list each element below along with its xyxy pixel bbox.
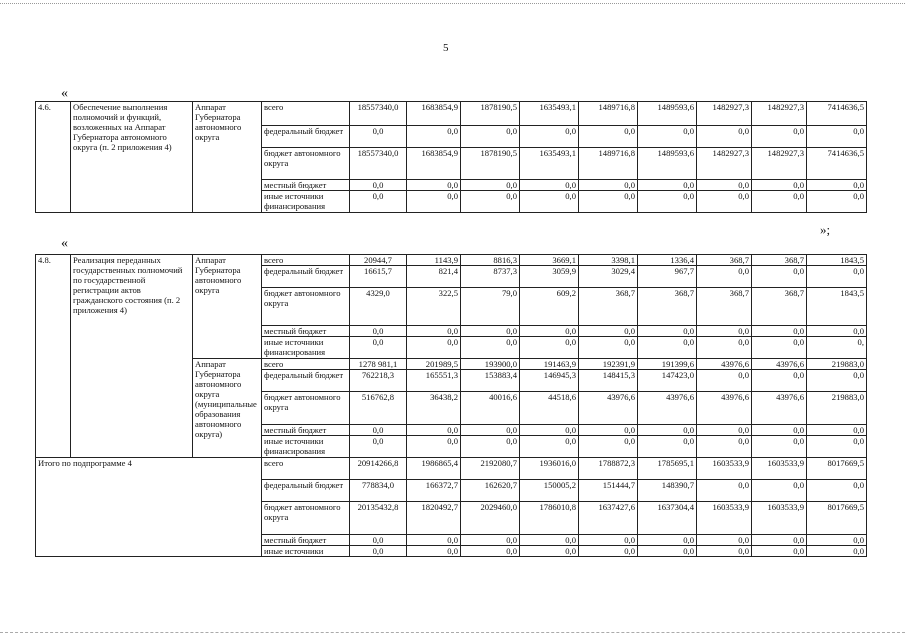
table-section-4-8 — [35, 254, 867, 557]
value-cell: 20135432,8 — [350, 502, 407, 535]
row-code: 4.8. — [36, 255, 71, 458]
value-cell: 0,0 — [461, 191, 520, 213]
value-cell: 0,0 — [697, 370, 752, 392]
value-cell: 0,0 — [807, 425, 867, 436]
value-cell: 0, — [807, 337, 867, 359]
value-cell: 0,0 — [520, 425, 579, 436]
funding-source-cell: местный бюджет — [262, 180, 350, 191]
value-cell: 0,0 — [697, 191, 752, 213]
value-cell: 192391,9 — [579, 359, 638, 370]
value-cell: 7414636,5 — [807, 102, 867, 126]
value-cell: 3398,1 — [579, 255, 638, 266]
value-cell: 0,0 — [407, 337, 461, 359]
value-cell: 1336,4 — [638, 255, 697, 266]
value-cell: 146945,3 — [520, 370, 579, 392]
value-cell: 0,0 — [461, 535, 520, 546]
value-cell: 1489593,6 — [638, 102, 697, 126]
value-cell: 368,7 — [752, 288, 807, 326]
value-cell: 0,0 — [461, 436, 520, 458]
value-cell: 0,0 — [807, 370, 867, 392]
value-cell: 368,7 — [638, 288, 697, 326]
value-cell: 3029,4 — [579, 266, 638, 288]
value-cell: 0,0 — [461, 126, 520, 148]
funding-source-cell: иные источники — [262, 546, 350, 557]
value-cell: 0,0 — [752, 180, 807, 191]
value-cell: 1482927,3 — [697, 102, 752, 126]
value-cell: 1603533,9 — [697, 458, 752, 480]
value-cell: 0,0 — [350, 546, 407, 557]
value-cell: 0,0 — [638, 191, 697, 213]
value-cell: 0,0 — [807, 180, 867, 191]
funding-source-cell: федеральный бюджет — [262, 126, 350, 148]
funding-source-cell: местный бюджет — [262, 425, 350, 436]
value-cell: 1482927,3 — [697, 148, 752, 180]
value-cell: 0,0 — [697, 535, 752, 546]
value-cell: 43976,6 — [752, 359, 807, 370]
value-cell: 1785695,1 — [638, 458, 697, 480]
value-cell: 0,0 — [697, 326, 752, 337]
table-section-4-6 — [35, 101, 867, 213]
value-cell: 191463,9 — [520, 359, 579, 370]
value-cell: 44518,6 — [520, 392, 579, 425]
value-cell: 1603533,9 — [752, 502, 807, 535]
value-cell: 0,0 — [807, 191, 867, 213]
value-cell: 0,0 — [579, 535, 638, 546]
value-cell: 1637304,4 — [638, 502, 697, 535]
value-cell: 36438,2 — [407, 392, 461, 425]
value-cell: 1878190,5 — [461, 148, 520, 180]
funding-source-cell: федеральный бюджет — [262, 266, 350, 288]
value-cell: 0,0 — [407, 546, 461, 557]
value-cell: 0,0 — [461, 180, 520, 191]
value-cell: 1820492,7 — [407, 502, 461, 535]
value-cell: 0,0 — [407, 326, 461, 337]
value-cell: 0,0 — [807, 535, 867, 546]
value-cell: 0,0 — [752, 370, 807, 392]
value-cell: 43976,6 — [697, 392, 752, 425]
funding-source-cell: всего — [262, 359, 350, 370]
value-cell: 1489593,6 — [638, 148, 697, 180]
value-cell: 0,0 — [752, 425, 807, 436]
funding-source-cell: иные источники финансирования — [262, 337, 350, 359]
value-cell: 0,0 — [579, 180, 638, 191]
value-cell: 0,0 — [807, 326, 867, 337]
value-cell: 0,0 — [638, 337, 697, 359]
value-cell: 8737,3 — [461, 266, 520, 288]
value-cell: 1788872,3 — [579, 458, 638, 480]
value-cell: 1843,5 — [807, 255, 867, 266]
value-cell: 0,0 — [407, 436, 461, 458]
scan-edge-top — [0, 3, 905, 4]
value-cell: 43976,6 — [638, 392, 697, 425]
value-cell: 0,0 — [461, 546, 520, 557]
funding-source-cell: местный бюджет — [262, 535, 350, 546]
value-cell: 0,0 — [752, 337, 807, 359]
value-cell: 151444,7 — [579, 480, 638, 502]
value-cell: 0,0 — [807, 266, 867, 288]
value-cell: 1278 981,1 — [350, 359, 407, 370]
value-cell: 0,0 — [697, 126, 752, 148]
value-cell: 0,0 — [807, 436, 867, 458]
value-cell: 0,0 — [350, 326, 407, 337]
funding-source-cell: всего — [262, 102, 350, 126]
funding-source-cell: иные источники финансирования — [262, 436, 350, 458]
value-cell: 821,4 — [407, 266, 461, 288]
value-cell: 0,0 — [407, 425, 461, 436]
row-executor: Аппарат Губернатора автономного округа (муниципальные образования автономного округа) — [193, 359, 262, 458]
value-cell: 0,0 — [520, 535, 579, 546]
value-cell: 7414636,5 — [807, 148, 867, 180]
value-cell: 40016,6 — [461, 392, 520, 425]
value-cell: 0,0 — [697, 180, 752, 191]
value-cell: 0,0 — [638, 326, 697, 337]
value-cell: 43976,6 — [752, 392, 807, 425]
value-cell: 0,0 — [520, 180, 579, 191]
value-cell: 0,0 — [407, 191, 461, 213]
value-cell: 0,0 — [638, 126, 697, 148]
open-quote-1: « — [61, 86, 68, 101]
value-cell: 201989,5 — [407, 359, 461, 370]
value-cell: 322,5 — [407, 288, 461, 326]
value-cell: 1986865,4 — [407, 458, 461, 480]
value-cell: 2192080,7 — [461, 458, 520, 480]
value-cell: 4329,0 — [350, 288, 407, 326]
scan-edge-bottom — [0, 632, 905, 633]
value-cell: 79,0 — [461, 288, 520, 326]
value-cell: 0,0 — [520, 326, 579, 337]
value-cell: 0,0 — [752, 126, 807, 148]
open-quote-2: « — [61, 236, 68, 251]
value-cell: 516762,8 — [350, 392, 407, 425]
value-cell: 1786010,8 — [520, 502, 579, 535]
value-cell: 8017669,5 — [807, 502, 867, 535]
value-cell: 1878190,5 — [461, 102, 520, 126]
value-cell: 1603533,9 — [697, 502, 752, 535]
table-row — [36, 458, 867, 480]
value-cell: 150005,2 — [520, 480, 579, 502]
funding-source-cell: бюджет автономного округа — [262, 392, 350, 425]
value-cell: 0,0 — [461, 337, 520, 359]
value-cell: 148415,3 — [579, 370, 638, 392]
value-cell: 0,0 — [752, 191, 807, 213]
value-cell: 3669,1 — [520, 255, 579, 266]
value-cell: 0,0 — [697, 436, 752, 458]
value-cell: 0,0 — [350, 425, 407, 436]
value-cell: 0,0 — [752, 480, 807, 502]
value-cell: 20944,7 — [350, 255, 407, 266]
value-cell: 0,0 — [520, 337, 579, 359]
value-cell: 0,0 — [350, 191, 407, 213]
value-cell: 0,0 — [579, 425, 638, 436]
value-cell: 0,0 — [807, 480, 867, 502]
value-cell: 0,0 — [350, 535, 407, 546]
value-cell: 147423,0 — [638, 370, 697, 392]
value-cell: 609,2 — [520, 288, 579, 326]
funding-source-cell: федеральный бюджет — [262, 370, 350, 392]
value-cell: 1482927,3 — [752, 148, 807, 180]
value-cell: 0,0 — [520, 436, 579, 458]
value-cell: 0,0 — [752, 266, 807, 288]
value-cell: 1603533,9 — [752, 458, 807, 480]
value-cell: 0,0 — [638, 436, 697, 458]
value-cell: 2029460,0 — [461, 502, 520, 535]
value-cell: 8816,3 — [461, 255, 520, 266]
value-cell: 1936016,0 — [520, 458, 579, 480]
value-cell: 762218,3 — [350, 370, 407, 392]
value-cell: 0,0 — [697, 546, 752, 557]
value-cell: 193900,0 — [461, 359, 520, 370]
value-cell: 0,0 — [579, 326, 638, 337]
page-number: 5 — [443, 42, 449, 54]
value-cell: 0,0 — [461, 425, 520, 436]
value-cell: 219883,0 — [807, 392, 867, 425]
value-cell: 0,0 — [579, 546, 638, 557]
value-cell: 0,0 — [697, 480, 752, 502]
value-cell: 368,7 — [697, 255, 752, 266]
value-cell: 778834,0 — [350, 480, 407, 502]
value-cell: 0,0 — [807, 126, 867, 148]
row-code: 4.6. — [36, 102, 71, 213]
table-row — [36, 255, 867, 266]
value-cell: 0,0 — [520, 126, 579, 148]
value-cell: 0,0 — [407, 535, 461, 546]
value-cell: 16615,7 — [350, 266, 407, 288]
value-cell: 0,0 — [638, 180, 697, 191]
funding-source-cell: всего — [262, 458, 350, 480]
value-cell: 0,0 — [407, 180, 461, 191]
value-cell: 0,0 — [807, 546, 867, 557]
total-label: Итого по подпрограмме 4 — [36, 458, 262, 557]
value-cell: 0,0 — [350, 436, 407, 458]
value-cell: 0,0 — [579, 191, 638, 213]
value-cell: 1143,9 — [407, 255, 461, 266]
value-cell: 0,0 — [638, 425, 697, 436]
value-cell: 1489716,8 — [579, 148, 638, 180]
value-cell: 0,0 — [407, 126, 461, 148]
value-cell: 1683854,9 — [407, 148, 461, 180]
value-cell: 43976,6 — [579, 392, 638, 425]
value-cell: 368,7 — [579, 288, 638, 326]
value-cell: 1635493,1 — [520, 148, 579, 180]
value-cell: 8017669,5 — [807, 458, 867, 480]
value-cell: 967,7 — [638, 266, 697, 288]
value-cell: 0,0 — [697, 337, 752, 359]
value-cell: 1635493,1 — [520, 102, 579, 126]
value-cell: 43976,6 — [697, 359, 752, 370]
value-cell: 0,0 — [350, 126, 407, 148]
value-cell: 1637427,6 — [579, 502, 638, 535]
value-cell: 3059,9 — [520, 266, 579, 288]
value-cell: 0,0 — [579, 436, 638, 458]
value-cell: 18557340,0 — [350, 148, 407, 180]
value-cell: 0,0 — [752, 535, 807, 546]
value-cell: 368,7 — [752, 255, 807, 266]
value-cell: 0,0 — [752, 546, 807, 557]
row-description: Реализация переданных государственных полномочий по государственной регистрации актов гражданского состояния (п. 2 приложения 4) — [71, 255, 193, 458]
value-cell: 0,0 — [579, 337, 638, 359]
value-cell: 0,0 — [752, 326, 807, 337]
value-cell: 0,0 — [697, 425, 752, 436]
value-cell: 153883,4 — [461, 370, 520, 392]
funding-source-cell: бюджет автономного округа — [262, 502, 350, 535]
close-quote-1: »; — [820, 222, 831, 237]
value-cell: 166372,7 — [407, 480, 461, 502]
value-cell: 18557340,0 — [350, 102, 407, 126]
funding-source-cell: федеральный бюджет — [262, 480, 350, 502]
funding-source-cell: иные источники финансирования — [262, 191, 350, 213]
value-cell: 165551,3 — [407, 370, 461, 392]
row-executor: Аппарат Губернатора автономного округа — [193, 255, 262, 359]
funding-source-cell: местный бюджет — [262, 326, 350, 337]
funding-source-cell: бюджет автономного округа — [262, 288, 350, 326]
value-cell: 0,0 — [579, 126, 638, 148]
value-cell: 1683854,9 — [407, 102, 461, 126]
value-cell: 20914266,8 — [350, 458, 407, 480]
row-executor: Аппарат Губернатора автономного округа — [193, 102, 262, 213]
value-cell: 0,0 — [638, 535, 697, 546]
value-cell: 0,0 — [520, 546, 579, 557]
value-cell: 0,0 — [638, 546, 697, 557]
value-cell: 148390,7 — [638, 480, 697, 502]
value-cell: 1489716,8 — [579, 102, 638, 126]
value-cell: 0,0 — [752, 436, 807, 458]
value-cell: 0,0 — [350, 180, 407, 191]
value-cell: 1843,5 — [807, 288, 867, 326]
value-cell: 368,7 — [697, 288, 752, 326]
value-cell: 0,0 — [520, 191, 579, 213]
value-cell: 162620,7 — [461, 480, 520, 502]
value-cell: 0,0 — [350, 337, 407, 359]
value-cell: 1482927,3 — [752, 102, 807, 126]
value-cell: 0,0 — [697, 266, 752, 288]
funding-source-cell: всего — [262, 255, 350, 266]
table-row — [36, 102, 867, 126]
row-description: Обеспечение выполнения полномочий и функций, возложенных на Аппарат Губернатора автономного округа (п. 2 приложения 4) — [71, 102, 193, 213]
value-cell: 191399,6 — [638, 359, 697, 370]
value-cell: 219883,0 — [807, 359, 867, 370]
value-cell: 0,0 — [461, 326, 520, 337]
funding-source-cell: бюджет автономного округа — [262, 148, 350, 180]
